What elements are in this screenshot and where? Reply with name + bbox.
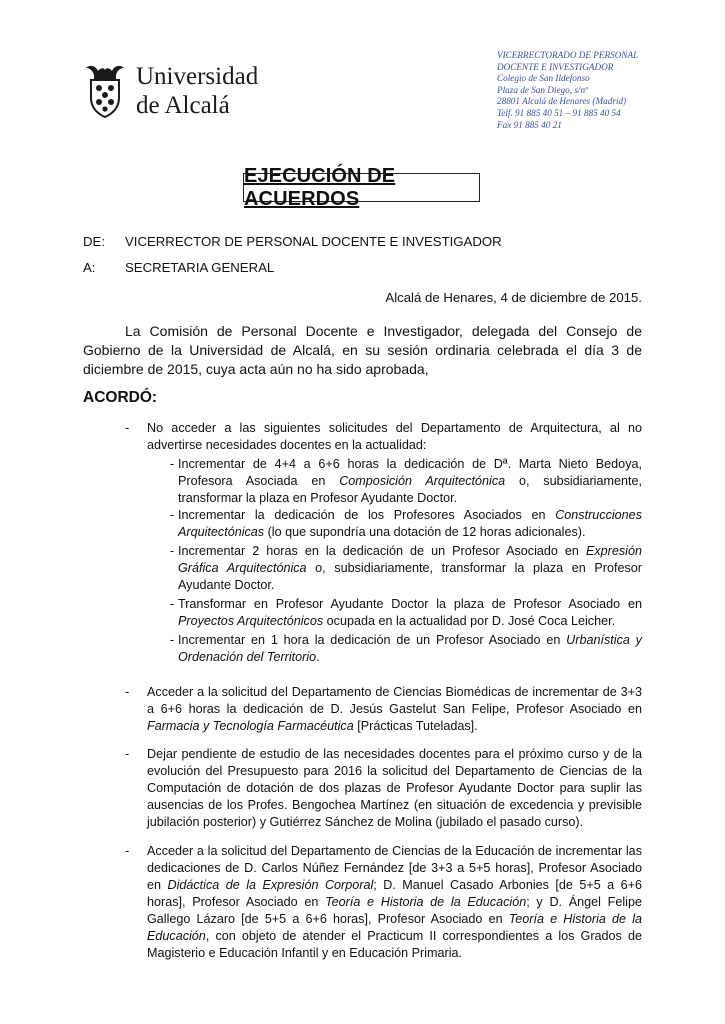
bullet-dash: -: [125, 844, 130, 858]
document-title: EJECUCIÓN DE ACUERDOS: [244, 164, 396, 210]
to-field: [83, 260, 643, 278]
bullet-dash: -: [125, 747, 130, 761]
to-value: SECRETARIA GENERAL: [125, 260, 275, 275]
address-line: VICERRECTORADO DE PERSONAL: [497, 50, 639, 60]
sub-bullet-dash: -: [170, 508, 175, 522]
agreement-item-3-text: Dejar pendiente de estudio de las necesidades docentes para el próximo curso y de la evolución del Presupuesto para 2016 la solicitud del Departamento de Ciencias de la Computación de dotación de dos plazas de Profesor Ayudante Doctor para suplir las ausencias de los Profes. Bengochea Martínez (en situación de excedencia y previsible jubilación posterior) y Gutiérrez Sánchez de Molina (jubilado el pasado curso).: [147, 747, 642, 829]
bullet-dash: -: [125, 421, 130, 435]
sub-item-text: Incrementar 2 horas en la dedicación de un Profesor Asociado en Expresión Gráfica Arquitectónica o, subsidiariamente, transformar la plaza en Profesor Ayudante Doctor.: [178, 544, 643, 592]
agreement-item-2: [83, 684, 642, 735]
sub-item: [166, 507, 642, 541]
university-name-line2: de Alcalá: [136, 92, 230, 119]
agreement-item-1: [83, 420, 642, 454]
document-title-box: [243, 164, 480, 210]
agreement-item-3: [83, 746, 642, 831]
agreement-item-2-text: Acceder a la solicitud del Departamento de Ciencias Biomédicas de incrementar de 3+3 a 6+6 horas la dedicación de D. Jesús Gastelut San Felipe, Profesor Asociado en Farmacia y Tecnología Farmacéutica [Prácticas Tuteladas].: [147, 685, 642, 733]
university-crest-icon: [80, 62, 130, 120]
agreed-heading: ACORDÓ:: [83, 389, 158, 406]
address-line: DOCENTE E INVESTIGADOR: [497, 61, 614, 72]
sub-item-text: Incrementar en 1 hora la dedicación de un Profesor Asociado en Urbanística y Ordenación del Territorio.: [178, 633, 642, 664]
address-line: Fax 91 885 40 21: [497, 119, 562, 130]
document-date: Alcalá de Henares, 4 de diciembre de 2015.: [385, 290, 642, 305]
address-line: Telf. 91 885 40 51 – 91 885 40 54: [497, 107, 621, 118]
sub-item: [166, 456, 642, 507]
sub-bullet-dash: -: [170, 597, 175, 611]
sub-item: [166, 596, 642, 630]
intro-paragraph: La Comisión de Personal Docente e Investigador, delegada del Consejo de Gobierno de la Universidad de Alcalá, en su sesión ordinaria celebrada el día 3 de diciembre de 2015, cuya acta aún no ha sido aprobada,: [83, 323, 642, 377]
address-line: Colegio de San Ildefonso: [497, 73, 590, 84]
university-name-line1: Universidad: [136, 63, 259, 90]
address-block: [497, 50, 722, 131]
agreement-item-4: [83, 843, 642, 962]
university-logo: [80, 62, 265, 122]
to-label: A:: [83, 260, 96, 275]
sub-item-text: Incrementar la dedicación de los Profesores Asociados en Construcciones Arquitectónicas (lo que supondría una dotación de 12 horas adicionales).: [178, 508, 642, 539]
agreement-item-4-text: Acceder a la solicitud del Departamento de Ciencias de la Educación de incrementar las dedicaciones de D. Carlos Núñez Fernández [de 3+3 a 5+5 horas], Profesor Asociado en Didáctica de la Expresión Corporal; D. Manuel Casado Arbonies [de 5+5 a 6+6 horas], Profesor Asociado en Teoría e Historia de la Educación; y D. Ángel Felipe Gallego Lázaro [de 5+5 a 6+6 horas], Profesor Asociado en Teoría e Historia de la Educación, con objeto de atender el Practicum II correspondientes a los Grados de Magisterio e Educación Infantil y en Educación Primaria.: [147, 844, 643, 960]
sub-bullet-dash: -: [170, 633, 175, 647]
bullet-dash: -: [125, 685, 130, 699]
sub-item-text: Transformar en Profesor Ayudante Doctor la plaza de Profesor Asociado en Proyectos Arquitectónicos ocupada en la actualidad por D. José Coca Leicher.: [178, 597, 642, 628]
sub-item: [166, 543, 642, 594]
agreement-item-1-text: No acceder a las siguientes solicitudes del Departamento de Arquitectura, al no advertirse necesidades docentes en la actualidad:: [147, 421, 642, 452]
sub-bullet-dash: -: [170, 544, 175, 558]
from-value: VICERRECTOR DE PERSONAL DOCENTE E INVESTIGADOR: [125, 234, 502, 249]
from-label: DE:: [83, 234, 105, 249]
sub-item: [166, 632, 642, 666]
sub-item-text: Incrementar de 4+4 a 6+6 horas la dedicación de Dª. Marta Nieto Bedoya, Profesora Asociada en Composición Arquitectónica o, subsidiariamente, transformar la plaza en Profesor Ayudante Doctor.: [178, 457, 642, 505]
sub-bullet-dash: -: [170, 457, 175, 471]
from-field: [83, 234, 643, 252]
address-line: Plaza de San Diego, s/nº: [497, 84, 588, 95]
address-line: 28801 Alcalá de Henares (Madrid): [497, 96, 627, 107]
